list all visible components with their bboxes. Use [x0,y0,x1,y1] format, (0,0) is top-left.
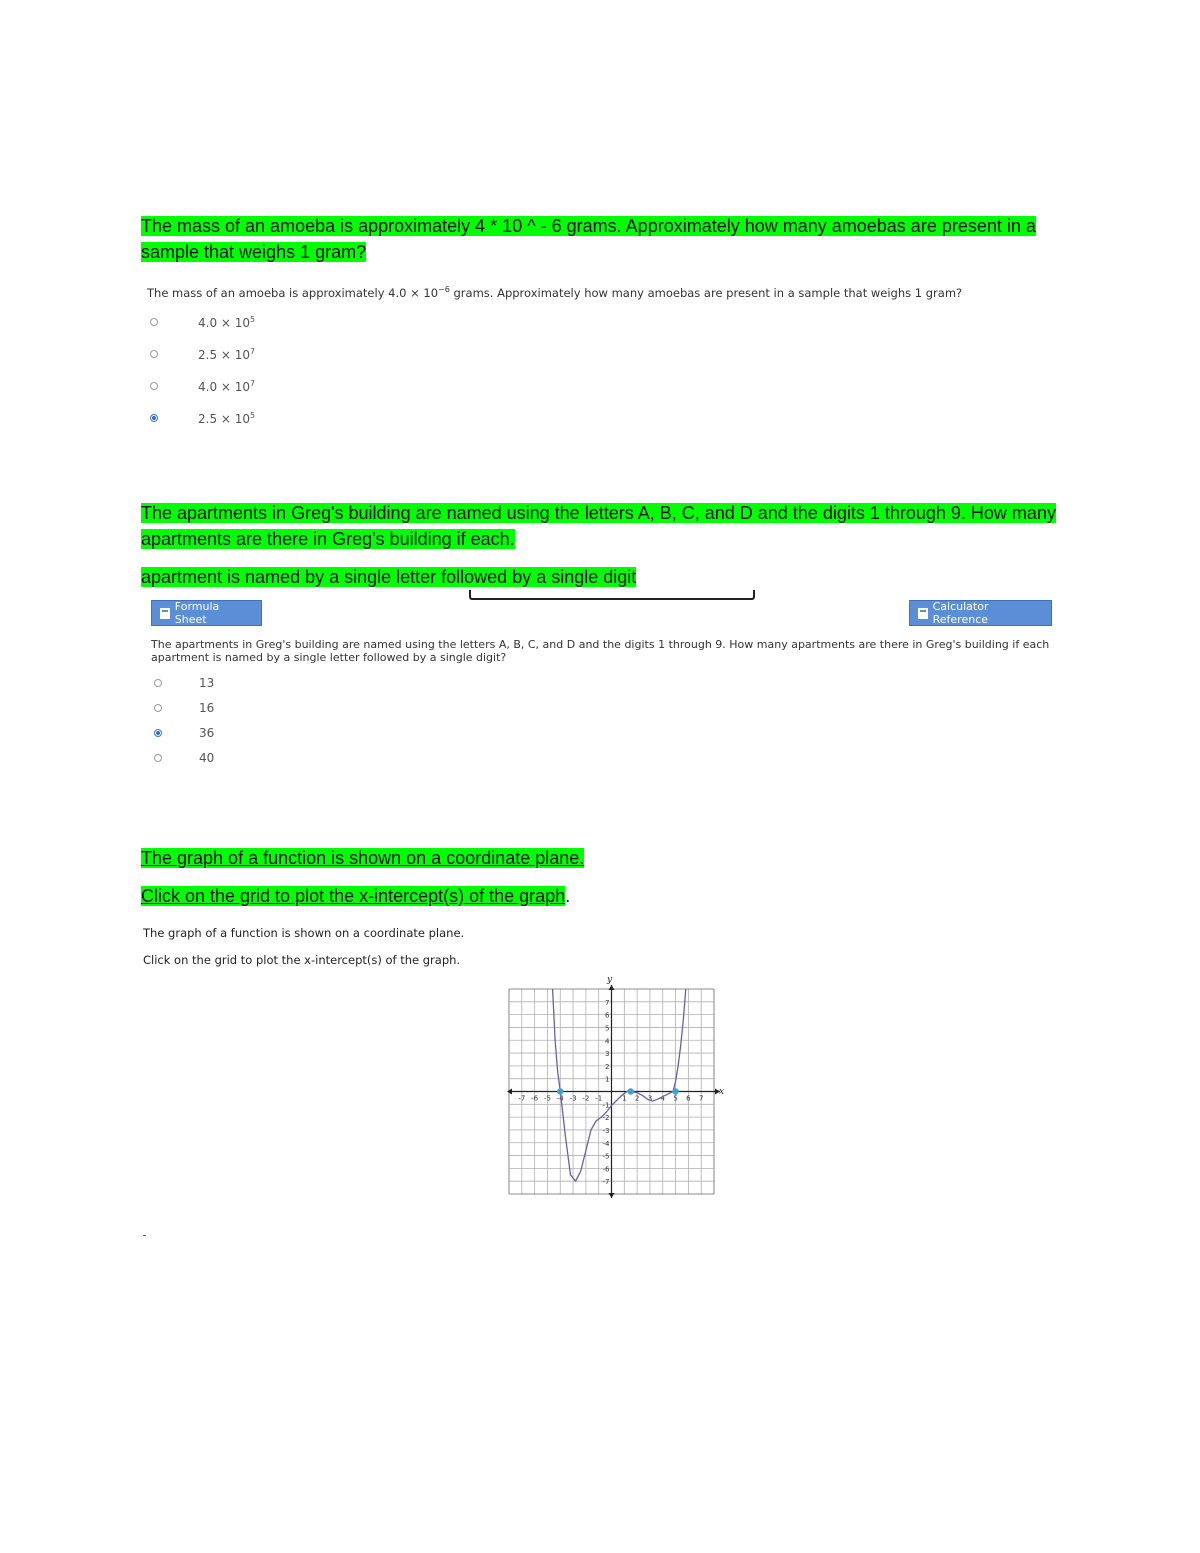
q2-highlighted-text-2 [141,564,1081,590]
q2-option-label: 36 [199,726,215,740]
q2-option-3[interactable] [154,723,214,743]
q1-option-label: $4.0 \times 10^7$ [198,378,256,394]
x-tick-label: -6 [531,1094,539,1103]
q1-stem-after: grams. Approximately how many amoebas are present in a sample that weighs 1 gram? [449,285,963,300]
x-tick-label: 6 [686,1094,691,1103]
y-tick-label: 4 [605,1037,610,1046]
stray-mark [143,1235,146,1236]
radio-button[interactable] [150,318,158,326]
q1-stem-before: The mass of an amoeba is approximately 4.0 × 10 [147,285,439,300]
radio-button[interactable] [150,382,158,390]
coordinate-grid[interactable] [500,970,740,1200]
q1-option-3[interactable] [150,376,255,396]
y-tick-label: 7 [605,998,610,1007]
calculator-reference-button[interactable] [909,600,1052,626]
q2-options [154,673,354,773]
x-tick-label: 7 [698,1094,704,1103]
intercept-point[interactable] [557,1088,563,1094]
q1-highlight-line2: sample that weighs 1 gram? [141,242,367,262]
q2-highlight-line2: apartments are there in Greg's building if each. [141,529,515,549]
x-tick-label: 1 [622,1094,627,1103]
q1-highlighted-text [141,213,1081,265]
x-axis-label: x [719,1087,725,1097]
y-tick-label: -7 [602,1178,610,1187]
y-tick-label: 1 [605,1075,610,1084]
q2-option-label: 16 [199,701,215,715]
radio-button-selected[interactable] [150,414,158,422]
axis-arrow [609,985,615,990]
y-tick-label: 5 [605,1024,610,1033]
q1-stem [147,285,1107,300]
q1-option-label: $2.5 \times 10^5$ [198,410,256,426]
function-curve [553,989,686,1181]
y-tick-label: 2 [605,1062,610,1071]
q2-stem [151,638,1056,664]
q2-option-2[interactable] [154,698,214,718]
y-tick-label: 6 [605,1011,610,1020]
radio-button[interactable] [154,679,162,687]
q1-option-4[interactable] [150,408,255,428]
y-tick-label: -4 [602,1139,610,1148]
x-tick-label: 5 [673,1094,678,1103]
x-tick-label: 3 [647,1094,653,1103]
intercept-point[interactable] [672,1088,678,1094]
q1-highlight-line1: The mass of an amoeba is approximately 4 * 10 ^ - 6 grams. Approximately how many amoebas are present in a [141,216,1036,236]
x-tick-label: -4 [556,1094,564,1103]
radio-button-selected[interactable] [154,729,162,737]
axis-arrow [609,1193,615,1198]
q3-stem-line1: The graph of a function is shown on a coordinate plane. [143,926,465,940]
intercept-point[interactable] [628,1088,634,1094]
y-axis-label: y [607,975,613,985]
q2-highlighted-text [141,500,1081,552]
q3-highlight-line1 [141,845,1081,871]
q1-option-label: $2.5 \times 10^7$ [198,346,256,362]
axis-arrow [507,1089,512,1095]
y-tick-label: -6 [602,1165,610,1174]
radio-button[interactable] [150,350,158,358]
q2-option-label: 40 [199,751,215,765]
q3-highlight-tail: . [565,886,571,906]
radio-button[interactable] [154,754,162,762]
document-icon [160,608,170,619]
q2-option-4[interactable] [154,748,214,768]
q1-stem-exp: −6 [438,285,450,294]
q3-highlight-text2: Click on the grid to plot the x-intercept(s) of the graph [141,886,566,906]
calculator-icon [918,608,928,619]
q2-stem-line2: apartment is named by a single letter followed by a single digit? [151,651,507,664]
x-tick-label: -1 [595,1094,603,1103]
q2-option-1[interactable] [154,673,214,693]
q3-highlight-text1: The graph of a function is shown on a coordinate plane. [141,848,585,868]
x-tick-label: -3 [569,1094,577,1103]
formula-sheet-label: Formula Sheet [174,600,220,626]
q1-options [150,312,350,432]
y-tick-label: -3 [602,1126,610,1135]
q3-stem [143,920,743,974]
q1-option-2[interactable] [150,344,255,364]
y-tick-label: 3 [605,1050,610,1059]
radio-button[interactable] [154,704,162,712]
q2-highlight-line3: apartment is named by a single letter followed by a single digit [141,567,637,587]
formula-sheet-button[interactable] [151,600,262,626]
x-tick-label: -2 [582,1094,590,1103]
calculator-reference-label: Calculator Reference [932,600,989,626]
top-tab-bar [469,590,755,600]
x-tick-label: 4 [660,1094,665,1103]
q3-stem-line2: Click on the grid to plot the x-intercept(s) of the graph. [143,953,461,967]
x-tick-label: -7 [518,1094,526,1103]
q3-highlight-line2 [141,883,1081,909]
q2-option-label: 13 [199,676,215,690]
q1-option-label: $4.0 \times 10^5$ [198,314,256,330]
q2-stem-line1: The apartments in Greg's building are named using the letters A, B, C, and D and the digits 1 through 9. How many apartments are there in Greg's building if each [151,638,1050,651]
y-tick-label: -5 [602,1152,610,1161]
y-tick-label: -1 [602,1101,610,1110]
x-tick-label: 2 [634,1094,640,1103]
q1-option-1[interactable] [150,312,255,332]
y-tick-label: -2 [602,1114,610,1123]
q2-highlight-line1: The apartments in Greg's building are named using the letters A, B, C, and D and the digits 1 through 9. How many [141,503,1056,523]
x-tick-label: -5 [543,1094,551,1103]
